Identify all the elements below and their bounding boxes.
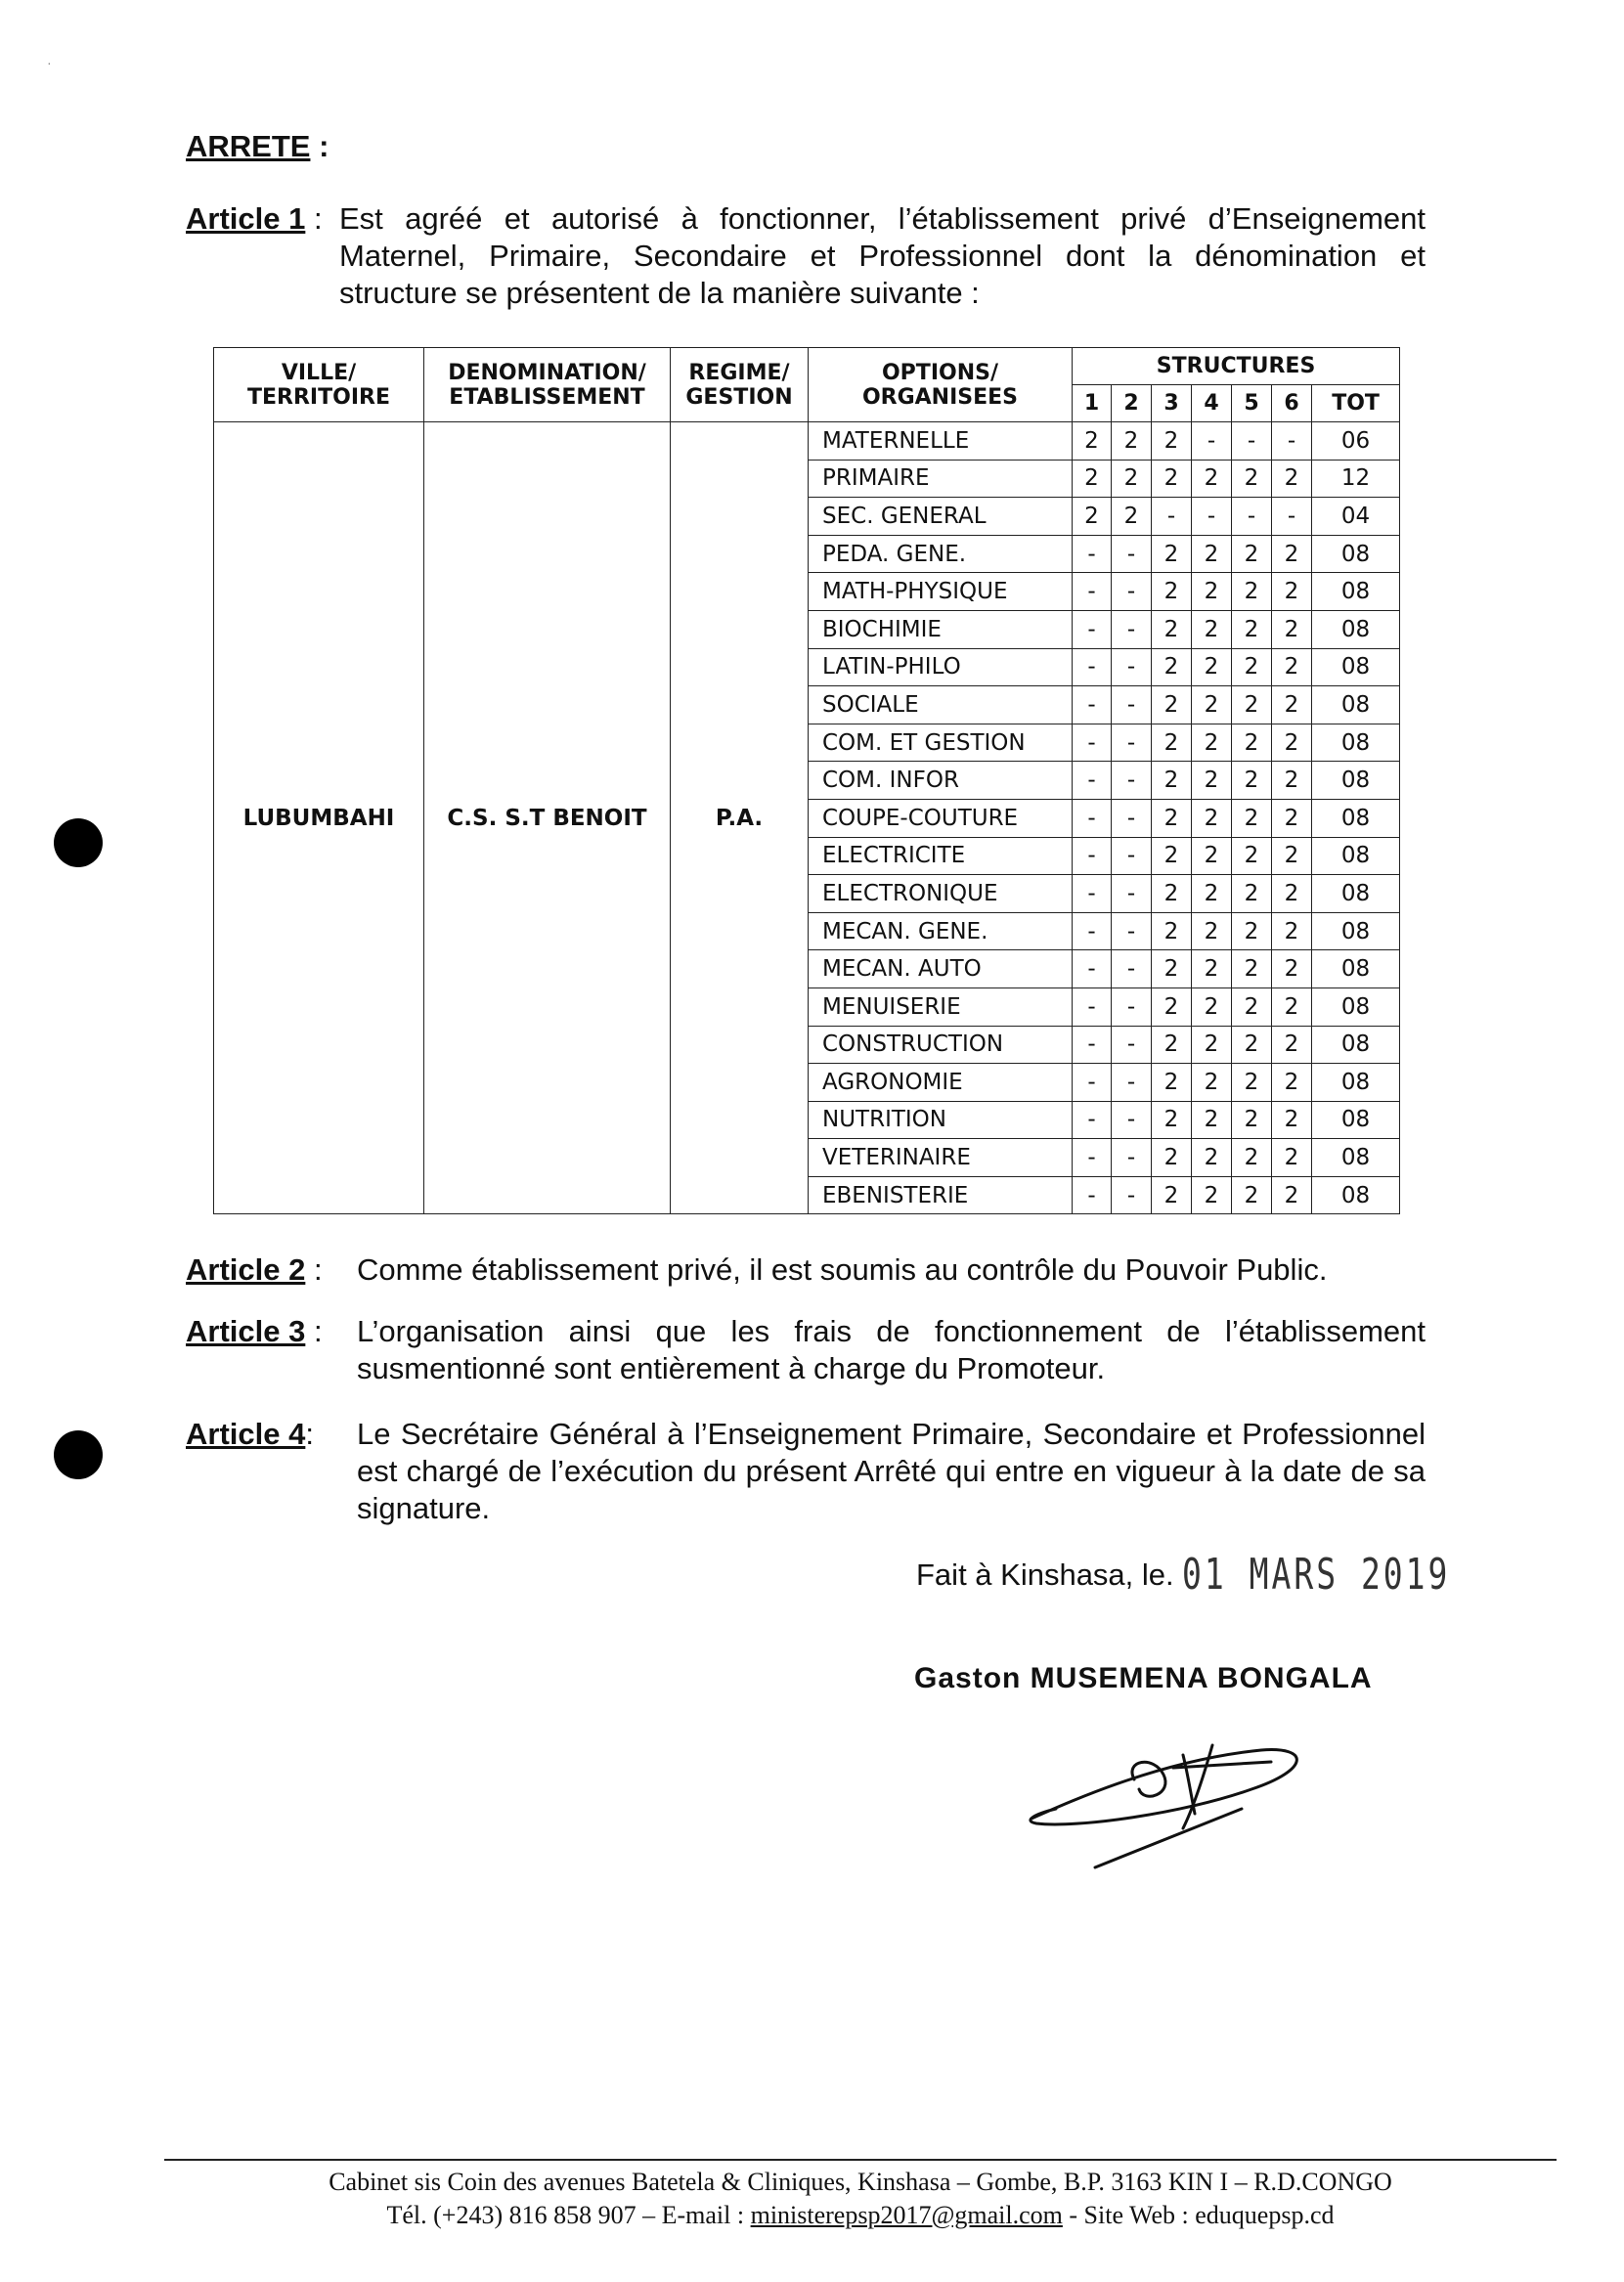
structure-value-cell: 2: [1192, 1064, 1232, 1102]
structure-value-cell: 2: [1272, 837, 1312, 875]
structure-value-cell: 2: [1152, 950, 1192, 988]
structure-value-cell: 2: [1272, 1176, 1312, 1214]
structure-value-cell: 2: [1232, 987, 1272, 1026]
structure-value-cell: 2: [1272, 1064, 1312, 1102]
structure-value-cell: 2: [1272, 987, 1312, 1026]
structure-value-cell: 2: [1073, 460, 1112, 498]
structure-value-cell: 2: [1232, 648, 1272, 686]
structure-value-cell: 2: [1152, 422, 1192, 461]
regime-cell: P.A.: [671, 422, 809, 1214]
option-cell: ELECTRICITE: [809, 837, 1073, 875]
article-2-label: Article 2 :: [186, 1252, 323, 1287]
header-structure-col: 5: [1232, 385, 1272, 422]
structure-value-cell: 2: [1192, 573, 1232, 611]
ville-cell: LUBUMBAHI: [214, 422, 424, 1214]
structure-value-cell: 2: [1232, 950, 1272, 988]
structure-value-cell: 2: [1073, 498, 1112, 536]
structure-value-cell: 2: [1152, 837, 1192, 875]
structure-value-cell: -: [1112, 648, 1152, 686]
structure-value-cell: -: [1192, 498, 1232, 536]
structure-value-cell: -: [1112, 837, 1152, 875]
option-cell: CONSTRUCTION: [809, 1026, 1073, 1064]
structure-value-cell: -: [1152, 498, 1192, 536]
date-stamp: 01 MARS 2019: [1182, 1550, 1451, 1600]
option-cell: LATIN-PHILO: [809, 648, 1073, 686]
total-cell: 08: [1312, 535, 1400, 573]
place-and-date: [916, 1550, 1540, 1600]
structure-value-cell: 2: [1192, 762, 1232, 800]
arrete-heading: [186, 129, 329, 164]
structure-value-cell: -: [1112, 987, 1152, 1026]
option-cell: MECAN. AUTO: [809, 950, 1073, 988]
header-structure-col: 6: [1272, 385, 1312, 422]
structure-table: [213, 347, 1400, 1214]
option-cell: PRIMAIRE: [809, 460, 1073, 498]
structure-value-cell: -: [1112, 1064, 1152, 1102]
structure-value-cell: 2: [1232, 912, 1272, 950]
header-structure-col: 2: [1112, 385, 1152, 422]
structure-value-cell: -: [1112, 573, 1152, 611]
structure-value-cell: -: [1073, 1101, 1112, 1139]
structure-value-cell: 2: [1152, 686, 1192, 724]
footer-rule: [164, 2159, 1557, 2161]
structure-value-cell: 2: [1152, 875, 1192, 913]
structure-value-cell: 2: [1232, 837, 1272, 875]
structure-value-cell: 2: [1272, 460, 1312, 498]
footer-address: Cabinet sis Coin des avenues Batetela & Cliniques, Kinshasa – Gombe, B.P. 3163 KIN I – R.D.CONGO: [329, 2168, 1392, 2196]
total-cell: 08: [1312, 610, 1400, 648]
total-cell: 08: [1312, 686, 1400, 724]
article-4-label: Article 4:: [186, 1417, 314, 1451]
structure-value-cell: 2: [1272, 762, 1312, 800]
structure-value-cell: -: [1272, 422, 1312, 461]
structure-value-cell: 2: [1272, 573, 1312, 611]
total-cell: 08: [1312, 1176, 1400, 1214]
table-body: [214, 422, 1400, 1214]
punch-hole: [54, 818, 103, 867]
article-4: [186, 1416, 1426, 1527]
structure-value-cell: 2: [1112, 498, 1152, 536]
structure-value-cell: 2: [1232, 535, 1272, 573]
option-cell: AGRONOMIE: [809, 1064, 1073, 1102]
structure-value-cell: 2: [1152, 1139, 1192, 1177]
structure-value-cell: -: [1073, 686, 1112, 724]
option-cell: MECAN. GENE.: [809, 912, 1073, 950]
structure-value-cell: -: [1232, 422, 1272, 461]
option-cell: COUPE-COUTURE: [809, 799, 1073, 837]
header-structure-col: TOT: [1312, 385, 1400, 422]
structure-value-cell: 2: [1152, 799, 1192, 837]
structure-value-cell: 2: [1192, 648, 1232, 686]
structure-value-cell: 2: [1192, 1026, 1232, 1064]
structure-value-cell: 2: [1272, 535, 1312, 573]
total-cell: 08: [1312, 1026, 1400, 1064]
structure-value-cell: -: [1073, 610, 1112, 648]
option-cell: MATERNELLE: [809, 422, 1073, 461]
structure-value-cell: 2: [1152, 912, 1192, 950]
structure-value-cell: 2: [1232, 724, 1272, 762]
header-regime: REGIME/ GESTION: [671, 348, 809, 422]
handwritten-signature: [1017, 1721, 1339, 1877]
structure-value-cell: -: [1073, 875, 1112, 913]
structure-value-cell: 2: [1192, 1139, 1232, 1177]
structure-value-cell: 2: [1152, 987, 1192, 1026]
article-3-label: Article 3 :: [186, 1314, 323, 1348]
option-cell: PEDA. GENE.: [809, 535, 1073, 573]
place-prefix: Fait à Kinshasa, le.: [916, 1558, 1174, 1592]
header-structure-col: 3: [1152, 385, 1192, 422]
structure-value-cell: -: [1073, 1026, 1112, 1064]
structure-value-cell: -: [1112, 1139, 1152, 1177]
structure-value-cell: 2: [1192, 686, 1232, 724]
structure-value-cell: 2: [1192, 875, 1232, 913]
structure-value-cell: 2: [1152, 1026, 1192, 1064]
structure-value-cell: 2: [1112, 422, 1152, 461]
structure-value-cell: -: [1112, 1026, 1152, 1064]
structure-value-cell: -: [1112, 912, 1152, 950]
table-row: [214, 422, 1400, 461]
structure-value-cell: 2: [1112, 460, 1152, 498]
article-2-text: Comme établissement privé, il est soumis au contrôle du Pouvoir Public.: [357, 1252, 1328, 1287]
structure-value-cell: -: [1073, 1064, 1112, 1102]
structure-value-cell: 2: [1073, 422, 1112, 461]
total-cell: 08: [1312, 762, 1400, 800]
structure-value-cell: 2: [1192, 950, 1232, 988]
denomination-cell: C.S. S.T BENOIT: [424, 422, 671, 1214]
structure-value-cell: -: [1073, 535, 1112, 573]
structure-value-cell: -: [1073, 987, 1112, 1026]
structure-value-cell: -: [1112, 950, 1152, 988]
structure-value-cell: 2: [1232, 1101, 1272, 1139]
structure-value-cell: 2: [1152, 1064, 1192, 1102]
structure-value-cell: -: [1112, 610, 1152, 648]
structure-value-cell: 2: [1192, 724, 1232, 762]
structure-value-cell: 2: [1272, 799, 1312, 837]
structure-value-cell: 2: [1192, 460, 1232, 498]
total-cell: 08: [1312, 648, 1400, 686]
structure-value-cell: 2: [1272, 950, 1312, 988]
structure-value-cell: 2: [1152, 1101, 1192, 1139]
structure-value-cell: -: [1112, 875, 1152, 913]
structure-value-cell: -: [1073, 837, 1112, 875]
header-structure-col: 4: [1192, 385, 1232, 422]
structure-value-cell: 2: [1152, 610, 1192, 648]
total-cell: 08: [1312, 987, 1400, 1026]
structure-value-cell: -: [1112, 1176, 1152, 1214]
option-cell: BIOCHIMIE: [809, 610, 1073, 648]
structure-value-cell: 2: [1232, 875, 1272, 913]
option-cell: VETERINAIRE: [809, 1139, 1073, 1177]
total-cell: 08: [1312, 912, 1400, 950]
option-cell: SEC. GENERAL: [809, 498, 1073, 536]
total-cell: 08: [1312, 724, 1400, 762]
option-cell: COM. INFOR: [809, 762, 1073, 800]
option-cell: NUTRITION: [809, 1101, 1073, 1139]
structure-value-cell: -: [1073, 762, 1112, 800]
total-cell: 08: [1312, 875, 1400, 913]
header-options: OPTIONS/ ORGANISEES: [809, 348, 1073, 422]
structure-value-cell: 2: [1232, 573, 1272, 611]
header-structure-col: 1: [1073, 385, 1112, 422]
option-cell: MATH-PHYSIQUE: [809, 573, 1073, 611]
structure-value-cell: -: [1073, 1139, 1112, 1177]
structure-value-cell: 2: [1192, 912, 1232, 950]
signer-name: Gaston MUSEMENA BONGALA: [914, 1662, 1373, 1694]
arrete-heading-colon: :: [310, 129, 329, 163]
structure-value-cell: 2: [1232, 460, 1272, 498]
option-cell: ELECTRONIQUE: [809, 875, 1073, 913]
structure-value-cell: 2: [1272, 1026, 1312, 1064]
structure-value-cell: -: [1112, 724, 1152, 762]
structure-value-cell: 2: [1192, 799, 1232, 837]
structure-value-cell: 2: [1152, 535, 1192, 573]
structure-value-cell: -: [1112, 686, 1152, 724]
structure-value-cell: -: [1112, 535, 1152, 573]
structure-value-cell: 2: [1272, 724, 1312, 762]
table-header-row: [214, 348, 1400, 385]
structure-value-cell: 2: [1272, 686, 1312, 724]
structure-value-cell: -: [1073, 799, 1112, 837]
article-3-text: L’organisation ainsi que les frais de fonctionnement de l’établissement susmentionné sont entièrement à charge du Promoteur.: [357, 1314, 1426, 1385]
option-cell: MENUISERIE: [809, 987, 1073, 1026]
structure-value-cell: 2: [1232, 1139, 1272, 1177]
structure-value-cell: 2: [1272, 1101, 1312, 1139]
structure-value-cell: 2: [1232, 1026, 1272, 1064]
structure-value-cell: 2: [1232, 1064, 1272, 1102]
article-3: [186, 1313, 1426, 1387]
structure-value-cell: 2: [1192, 1101, 1232, 1139]
total-cell: 08: [1312, 799, 1400, 837]
structure-value-cell: -: [1112, 1101, 1152, 1139]
structure-value-cell: 2: [1192, 1176, 1232, 1214]
structure-value-cell: 2: [1272, 875, 1312, 913]
footer-contact: Tél. (+243) 816 858 907 – E-mail : ministerepsp2017@gmail.com - Site Web : eduquepsp.cd: [386, 2201, 1335, 2229]
total-cell: 06: [1312, 422, 1400, 461]
structure-value-cell: -: [1073, 950, 1112, 988]
structure-value-cell: -: [1073, 724, 1112, 762]
structure-value-cell: 2: [1152, 724, 1192, 762]
total-cell: 08: [1312, 950, 1400, 988]
article-4-text: Le Secrétaire Général à l’Enseignement Primaire, Secondaire et Professionnel est chargé de l’exécution du présent Arrêté qui entre en vigueur à la date de sa signature.: [357, 1417, 1426, 1525]
structure-value-cell: 2: [1152, 648, 1192, 686]
scan-speck: ·: [47, 55, 52, 70]
option-cell: EBENISTERIE: [809, 1176, 1073, 1214]
total-cell: 08: [1312, 573, 1400, 611]
structure-value-cell: 2: [1152, 573, 1192, 611]
signature-strokes: [1031, 1745, 1296, 1867]
footer-email: ministerepsp2017@gmail.com: [750, 2201, 1063, 2229]
structure-value-cell: 2: [1152, 1176, 1192, 1214]
structure-value-cell: -: [1073, 1176, 1112, 1214]
structure-value-cell: 2: [1232, 762, 1272, 800]
structure-value-cell: 2: [1232, 799, 1272, 837]
structure-value-cell: 2: [1272, 648, 1312, 686]
structure-value-cell: 2: [1272, 912, 1312, 950]
header-structures: STRUCTURES: [1073, 348, 1400, 385]
structure-value-cell: 2: [1192, 610, 1232, 648]
structure-value-cell: -: [1192, 422, 1232, 461]
structure-value-cell: -: [1112, 762, 1152, 800]
structure-value-cell: 2: [1232, 686, 1272, 724]
structure-value-cell: 2: [1232, 1176, 1272, 1214]
structure-value-cell: -: [1073, 573, 1112, 611]
header-denomination: DENOMINATION/ ETABLISSEMENT: [424, 348, 671, 422]
structure-value-cell: 2: [1272, 1139, 1312, 1177]
option-cell: COM. ET GESTION: [809, 724, 1073, 762]
structure-value-cell: -: [1232, 498, 1272, 536]
arrete-heading-text: ARRETE: [186, 129, 311, 163]
option-cell: SOCIALE: [809, 686, 1073, 724]
article-2: [186, 1251, 1426, 1289]
total-cell: 08: [1312, 837, 1400, 875]
structure-value-cell: -: [1073, 648, 1112, 686]
article-1-label: Article 1 :: [186, 201, 323, 236]
punch-hole: [54, 1430, 103, 1479]
structure-value-cell: 2: [1192, 535, 1232, 573]
article-1: [186, 200, 1426, 312]
structure-value-cell: -: [1073, 912, 1112, 950]
structure-value-cell: -: [1272, 498, 1312, 536]
structure-value-cell: 2: [1152, 762, 1192, 800]
total-cell: 12: [1312, 460, 1400, 498]
structure-value-cell: 2: [1152, 460, 1192, 498]
structure-value-cell: 2: [1192, 987, 1232, 1026]
total-cell: 08: [1312, 1064, 1400, 1102]
total-cell: 08: [1312, 1101, 1400, 1139]
structure-value-cell: 2: [1232, 610, 1272, 648]
structure-value-cell: -: [1112, 799, 1152, 837]
total-cell: 08: [1312, 1139, 1400, 1177]
structure-value-cell: 2: [1192, 837, 1232, 875]
header-ville: VILLE/ TERRITOIRE: [214, 348, 424, 422]
total-cell: 04: [1312, 498, 1400, 536]
article-1-text: Est agréé et autorisé à fonctionner, l’établissement privé d’Enseignement Maternel, Primaire, Secondaire et Professionnel dont la dénomination et structure se présentent de la manière suivante :: [339, 201, 1426, 310]
structure-value-cell: 2: [1272, 610, 1312, 648]
footer: [164, 2166, 1557, 2232]
